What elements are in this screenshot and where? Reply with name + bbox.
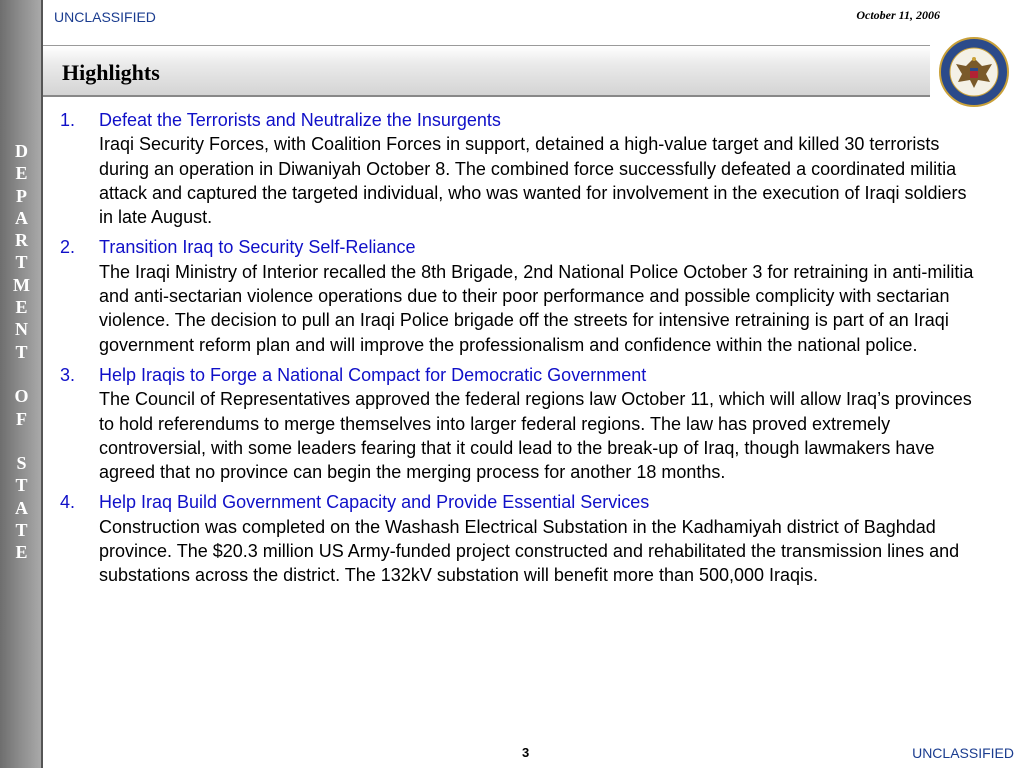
item-number: 3. [60,364,76,385]
page-number: 3 [522,745,530,760]
item-number: 2. [60,237,76,258]
item-heading: Help Iraqis to Forge a National Compact for Democratic Government [99,364,647,385]
item-number: 4. [60,492,76,513]
page-title: Highlights [62,60,160,85]
side-letter: E [15,297,28,318]
highlight-item [60,363,985,484]
item-text: Iraqi Security Forces, with Coalition Forces in support, detained a high-value target and killed 30 terrorists during an operation in Diwaniyah October 8. The combined force successfully defeated a coordinated militia attack and captured the targeted individual, who was wanted for involvement in the execution of Iraqi soldiers in late August. [99,134,967,228]
side-band [0,0,43,768]
item-text: Construction was completed on the Washash Electrical Substation in the Kadhamiyah district of Baghdad province. The $20.3 million US Army-funded project constructed and rehabilitated the transmission lines and substations across the district. The 132kV substation will benefit more than 500,000 Iraqis. [99,516,960,586]
side-letter: E [15,542,28,563]
title-bar [43,45,930,97]
side-letter-gap [0,430,43,452]
side-letter: A [15,207,28,228]
side-letter: R [15,230,28,251]
classification-top: UNCLASSIFIED [54,9,156,25]
side-letter: E [15,163,28,184]
side-letter: T [15,475,28,496]
department-of-state-vertical-text [0,140,43,564]
side-letter: A [15,497,28,518]
highlight-item [60,108,985,229]
item-heading: Transition Iraq to Security Self-Reliance [99,237,416,258]
side-letter: T [15,520,28,541]
department-of-state-seal-icon [928,36,1020,108]
slide-date: October 11, 2006 [856,8,940,22]
side-letter: N [15,319,28,340]
highlight-item [60,490,985,587]
side-letter: O [14,386,29,407]
side-letter: T [15,252,28,273]
side-letter: F [16,408,27,429]
side-letter: S [16,453,27,474]
classification-bottom: UNCLASSIFIED [912,745,1014,761]
highlight-item [60,235,985,356]
side-letter: T [15,341,28,362]
side-letter: M [13,274,30,295]
item-text: The Council of Representatives approved the federal regions law October 11, which will allow Iraq’s provinces to hold referendums to merge themselves into larger federal regions. The law has proved extremely controversial, with some leaders fearing that it could lead to the break-up of Iraq, though lawmakers have agreed that no province can begin the merging process for another 18 months. [99,389,972,483]
side-letter: P [16,185,27,206]
item-heading: Defeat the Terrorists and Neutralize the Insurgents [99,110,501,130]
item-heading: Help Iraq Build Government Capacity and Provide Essential Services [99,492,650,513]
item-number: 1. [60,110,76,130]
side-letter: D [15,141,28,161]
highlights-list [60,108,985,594]
item-text: The Iraqi Ministry of Interior recalled the 8th Brigade, 2nd National Police October 3 for retraining in anti-militia and anti-sectarian violence operations due to their poor performance and possible complicity with sectarian violence. The decision to pull an Iraqi Police brigade off the streets for intensive retraining is part of an Iraqi government reform plan and will improve the professionalism and confidence within the national police. [99,261,974,355]
side-letter-gap [0,363,43,385]
